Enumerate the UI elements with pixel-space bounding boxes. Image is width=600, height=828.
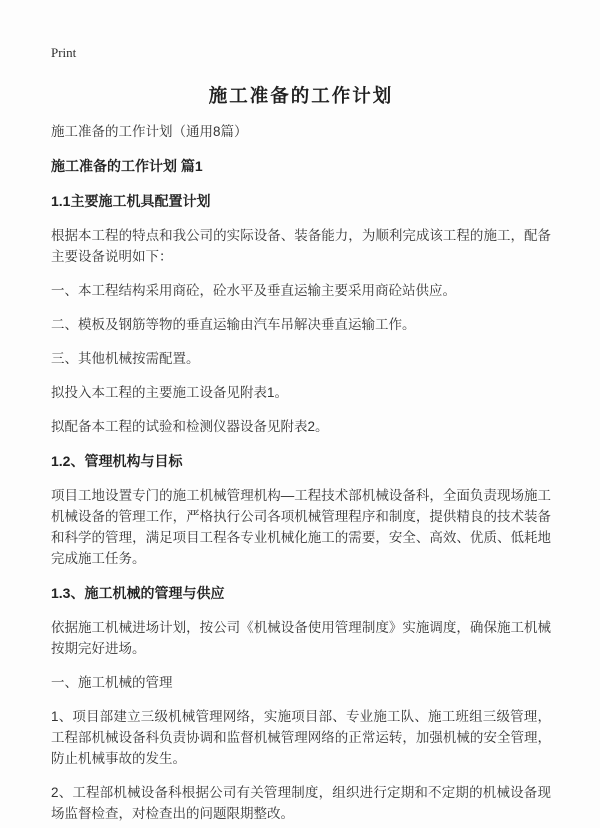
- print-link[interactable]: Print: [51, 45, 77, 60]
- paragraph-mgmt-point-1: 1、项目部建立三级机械管理网络，实施项目部、专业施工队、施工班组三级管理，工程部机械设备科负责协调和监督机械管理网络的正常运转，加强机械的安全管理，防止机械事故的发生。: [51, 709, 551, 766]
- paragraph-machinery-mgmt-title: 一、施工机械的管理: [51, 675, 173, 690]
- paragraph-mgmt-point-2: 2、工程部机械设备科根据公司有关管理制度，组织进行定期和不定期的机械设备现场监督检查，对检查出的问题限期整改。: [51, 785, 551, 821]
- page-title: 施工准备的工作计划: [208, 85, 394, 106]
- paragraph-item-1: 一、本工程结构采用商砼，砼水平及垂直运输主要采用商砼站供应。: [51, 283, 456, 298]
- paragraph-item-2: 二、模板及钢筋等物的垂直运输由汽车吊解决垂直运输工作。: [51, 317, 416, 332]
- section-heading-1-3: 1.3、施工机械的管理与供应: [51, 585, 225, 601]
- section-heading-1-1: 1.1主要施工机具配置计划: [51, 193, 211, 209]
- paragraph-appendix-1: 拟投入本工程的主要施工设备见附表1。: [51, 385, 289, 400]
- section-heading-1-2: 1.2、管理机构与目标: [51, 453, 183, 469]
- paragraph-item-3: 三、其他机械按需配置。: [51, 351, 200, 366]
- paragraph-appendix-2: 拟配备本工程的试验和检测仪器设备见附表2。: [51, 419, 329, 434]
- paragraph-machinery-dispatch: 依据施工机械进场计划，按公司《机械设备使用管理制度》实施调度，确保施工机械按期完好进场。: [51, 620, 551, 656]
- paragraph-equipment-intro: 根据本工程的特点和我公司的实际设备、装备能力，为顺利完成该工程的施工，配备主要设备说明如下：: [51, 228, 551, 264]
- paragraph-management-org: 项目工地设置专门的施工机械管理机构—工程技术部机械设备科，全面负责现场施工机械设备的管理工作，严格执行公司各项机械管理程序和制度，提供精良的技术装备和科学的管理，满足项目工程各专业机械化施工的需要，安全、高效、优质、低耗地完成施工任务。: [51, 488, 551, 566]
- document-subtitle: 施工准备的工作计划（通用8篇）: [51, 124, 248, 139]
- piece-heading: 施工准备的工作计划 篇1: [51, 158, 203, 174]
